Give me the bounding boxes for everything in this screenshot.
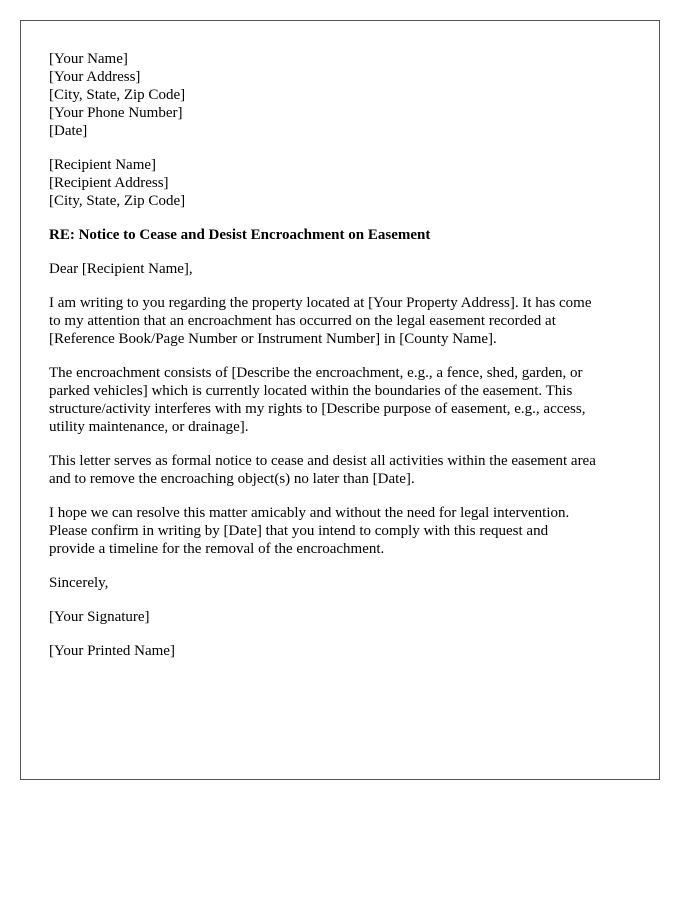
recipient-address: [Recipient Address]: [49, 175, 169, 191]
signature: [Your Signature]: [49, 609, 150, 625]
sender-phone: [Your Phone Number]: [49, 105, 183, 121]
subject-line: RE: Notice to Cease and Desist Encroachment on Easement: [49, 227, 431, 243]
paragraph-line: Please confirm in writing by [Date] that you intend to comply with this request and: [49, 523, 549, 539]
paragraph-encroachment: [49, 364, 639, 436]
paragraph-line: I am writing to you regarding the property located at [Your Property Address]. It has come: [49, 295, 592, 311]
printed-name: [Your Printed Name]: [49, 643, 175, 659]
paragraph-property: [49, 294, 639, 348]
paragraph-line: This letter serves as formal notice to cease and desist all activities within the easement area: [49, 453, 596, 469]
letter-body: [49, 50, 639, 660]
paragraph-line: utility maintenance, or drainage].: [49, 419, 249, 435]
paragraph-line: I hope we can resolve this matter amicably and without the need for legal intervention.: [49, 505, 570, 521]
salutation: Dear [Recipient Name],: [49, 261, 193, 277]
sender-block: [49, 50, 639, 140]
closing: Sincerely,: [49, 575, 109, 591]
sender-city-state-zip: [City, State, Zip Code]: [49, 87, 186, 103]
paragraph-line: [Reference Book/Page Number or Instrument Number] in [County Name].: [49, 331, 497, 347]
recipient-name: [Recipient Name]: [49, 157, 157, 173]
paragraph-line: The encroachment consists of [Describe the encroachment, e.g., a fence, shed, garden, or: [49, 365, 583, 381]
recipient-block: [49, 156, 639, 210]
paragraph-line: to my attention that an encroachment has occurred on the legal easement recorded at: [49, 313, 556, 329]
paragraph-notice: [49, 452, 639, 488]
recipient-city-state-zip: [City, State, Zip Code]: [49, 193, 186, 209]
paragraph-line: provide a timeline for the removal of the encroachment.: [49, 541, 385, 557]
paragraph-line: and to remove the encroaching object(s) no later than [Date].: [49, 471, 415, 487]
paragraph-resolution: [49, 504, 639, 558]
paragraph-line: structure/activity interferes with my rights to [Describe purpose of easement, e.g., access,: [49, 401, 586, 417]
sender-address: [Your Address]: [49, 69, 141, 85]
paragraph-line: parked vehicles] which is currently located within the boundaries of the easement. This: [49, 383, 573, 399]
sender-name: [Your Name]: [49, 51, 128, 67]
letter-page: [20, 20, 660, 780]
letter-date: [Date]: [49, 123, 88, 139]
